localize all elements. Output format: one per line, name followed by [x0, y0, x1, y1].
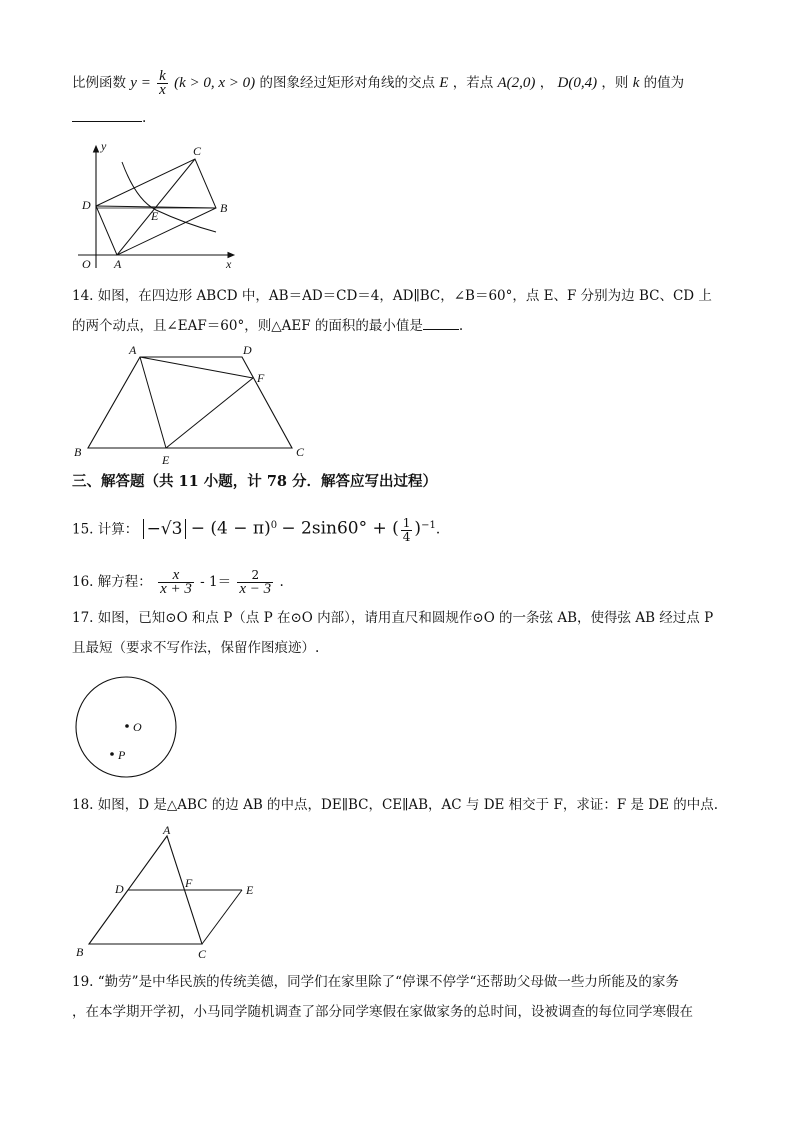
q15-prefix: 15. 计算：	[72, 521, 139, 538]
figure-13	[76, 140, 246, 275]
q18-line1: 18. 如图，D 是△ABC 的边 AB 的中点，DE∥BC，CE∥AB，AC 与 DE 相交于 F，求证：F 是 DE 的中点.	[72, 797, 719, 813]
label-o: O	[133, 720, 142, 734]
segment-ce	[202, 890, 242, 944]
q14-text: 的两个动点，且∠EAF＝60°，则△AEF 的面积的最小值是	[72, 318, 423, 334]
q15-frac-num: 1	[402, 515, 411, 530]
q19-line2: ，在本学期开学初，小马同学随机调查了部分同学寒假在家做家务的总时间，设被调查的每位同学寒假在	[72, 1004, 693, 1020]
q16-end: .	[279, 574, 284, 590]
q13-end: .	[142, 110, 147, 126]
q15-term2: − 2sin60° + (	[281, 518, 399, 539]
q13-point-e: E	[439, 75, 449, 91]
label-a: A	[163, 823, 171, 837]
segment-af	[140, 357, 253, 378]
label-y: y	[101, 140, 107, 153]
q16-frac1-den: x + 3	[160, 581, 192, 597]
q13-formula: y =	[130, 75, 151, 91]
label-c: C	[296, 445, 305, 459]
label-e: E	[162, 453, 170, 467]
q13-line1	[72, 70, 684, 97]
q13-separator: ，	[539, 75, 554, 91]
q17-line2: 且最短（要求不写作法，保留作图痕迹）.	[72, 640, 320, 656]
q15-fraction	[401, 517, 413, 544]
label-b: B	[76, 945, 84, 959]
hyperbola	[122, 162, 216, 232]
q13-fraction	[157, 70, 168, 97]
q13-text-c: ，若点	[452, 75, 494, 91]
label-f: F	[185, 876, 193, 890]
q15-absolute-value: −√3	[143, 519, 187, 539]
q13-answer-blank[interactable]	[72, 121, 142, 122]
q14-line1: 14. 如图，在四边形 ABCD 中，AB＝AD＝CD＝4，AD∥BC，∠B＝60°，点 E、F 分别为边 BC、CD 上	[72, 288, 712, 304]
label-e: E	[151, 209, 159, 223]
label-e: E	[246, 883, 254, 897]
q16-prefix: 16. 解方程：	[72, 574, 152, 590]
label-c: C	[193, 144, 202, 158]
q13-condition: (k > 0, x > 0)	[174, 75, 256, 91]
figure-14	[70, 340, 320, 468]
q13-k: k	[632, 75, 640, 91]
q16-fraction1	[158, 569, 194, 596]
section-3-heading: 三、解答题（共 11 小题，计 78 分．解答应写出过程）	[72, 473, 438, 490]
q13-point-a: A(2,0)	[497, 75, 536, 91]
q13-text-e: 的值为	[643, 75, 685, 91]
label-o: O	[82, 257, 91, 271]
q15-term3: )	[414, 518, 422, 539]
q16-frac2-den: x − 3	[239, 581, 272, 597]
q14-answer-blank[interactable]	[423, 329, 459, 330]
q15-line	[72, 516, 440, 544]
q13-text-a: 比例函数	[72, 75, 126, 91]
label-a: A	[129, 343, 137, 357]
label-p: P	[118, 748, 126, 762]
q15-frac-den: 4	[402, 529, 411, 544]
q13-point-d: D(0,4)	[557, 75, 598, 91]
point-p	[110, 752, 114, 756]
label-d: D	[115, 882, 124, 896]
figure-17	[74, 674, 184, 784]
q17-line1: 17. 如图，已知⊙O 和点 P（点 P 在⊙O 内部），请用直尺和圆规作⊙O 的一条弦 AB，使得弦 AB 经过点 P	[72, 610, 714, 626]
q15-end: .	[435, 521, 441, 538]
label-b: B	[74, 445, 82, 459]
q15-exp0: 0	[270, 520, 278, 531]
q13-frac-den: x	[159, 82, 166, 98]
q16-line	[72, 569, 284, 596]
segment-ae	[140, 357, 166, 448]
label-x: x	[226, 257, 232, 271]
q16-fraction2	[237, 569, 273, 596]
q15-term1: − (4 − π)	[190, 518, 271, 539]
label-c: C	[198, 947, 207, 961]
q13-answer-line	[72, 108, 146, 128]
q14-line2	[72, 316, 463, 336]
q13-frac-num: k	[159, 68, 166, 84]
q14-end: .	[458, 318, 464, 334]
q16-frac1-num: x	[158, 569, 194, 583]
q16-mid: - 1＝	[200, 574, 232, 590]
q13-text-b: 的图象经过矩形对角线的交点	[259, 75, 435, 91]
point-o	[125, 724, 129, 728]
q15-exp-neg1: −1	[421, 520, 436, 531]
q19-line1: 19. “勤劳”是中华民族的传统美德，同学们在家里除了“停课不停学“还帮助父母做一些力所能及的家务	[72, 974, 679, 990]
segment-ef	[166, 378, 253, 448]
q13-text-d: ，则	[601, 75, 629, 91]
label-b: B	[220, 201, 228, 215]
label-a: A	[114, 257, 122, 271]
label-d: D	[243, 343, 252, 357]
label-f: F	[257, 371, 265, 385]
label-d: D	[82, 198, 91, 212]
q16-frac2-num: 2	[237, 569, 273, 583]
figure-18	[70, 822, 270, 962]
